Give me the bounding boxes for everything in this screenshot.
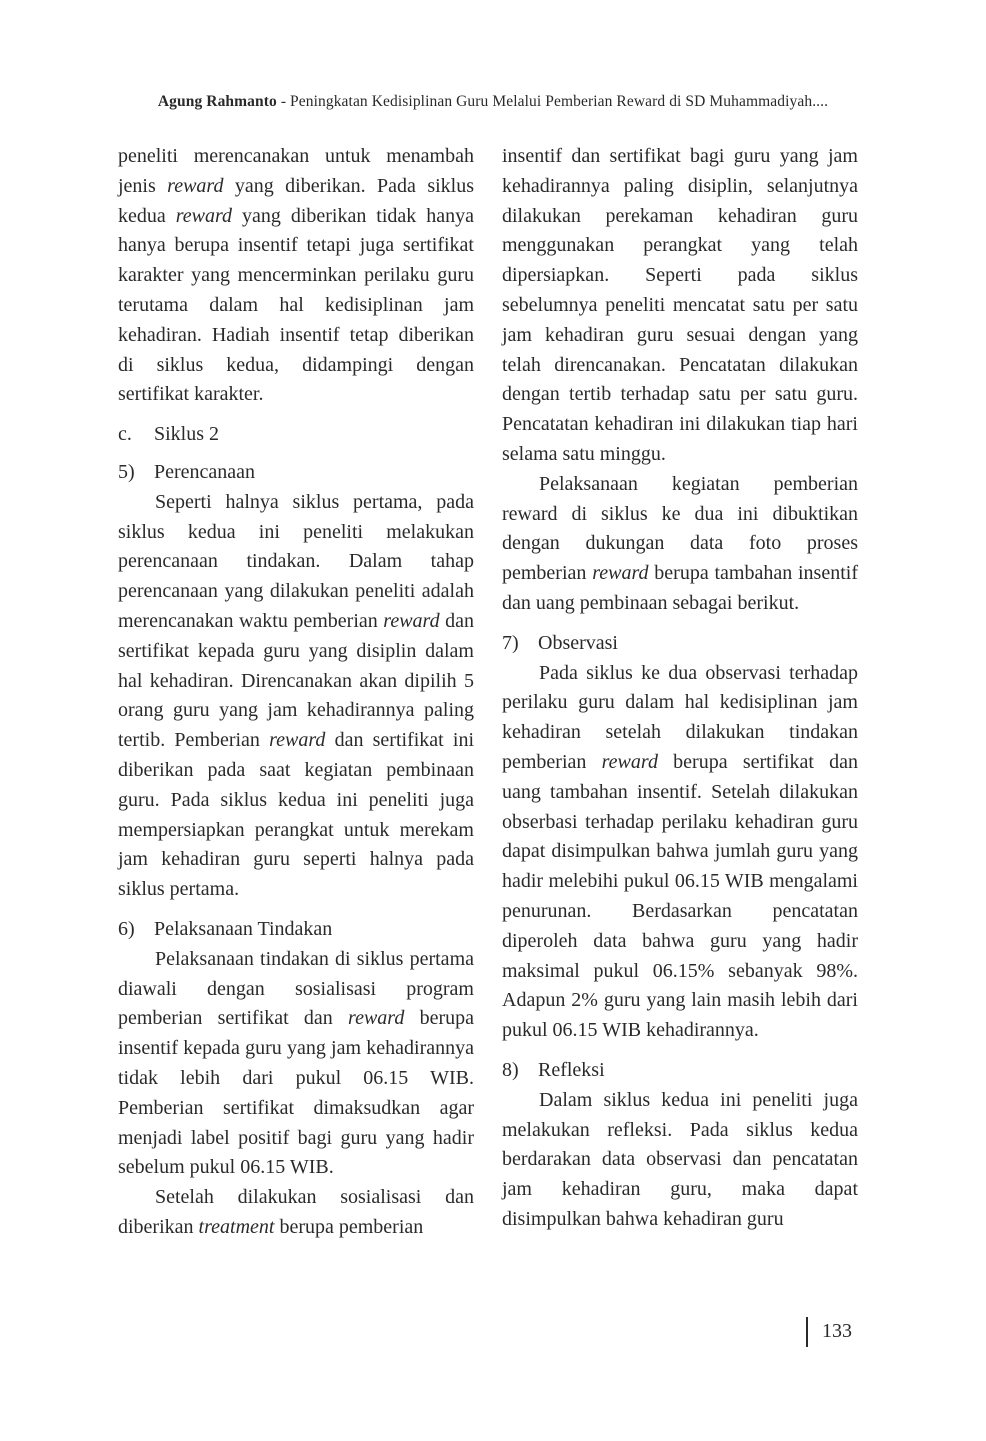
running-header: [0, 93, 986, 111]
text-run: yang diberikan tidak hanya hanya berupa insentif tetapi juga sertifikat karakter yang mencerminkan perilaku guru terutama dalam hal kedisiplinan jam kehadiran. Hadiah insentif tetap diberikan di siklus kedua, didampingi dengan sertifikat karakter.: [118, 204, 474, 406]
heading-number: c.: [118, 423, 132, 446]
section-heading-c: [118, 420, 474, 450]
header-title: - Peningkatan Kedisiplinan Guru Melalui Pemberian Reward di SD Muhammadiyah....: [276, 93, 829, 110]
text-run: yang diberikan. Pada siklus kedua: [118, 174, 474, 227]
paragraph: [502, 470, 858, 619]
paragraph: [118, 945, 474, 1183]
paragraph: Dalam siklus kedua ini peneliti juga melakukan refleksi. Pada siklus kedua berdarakan data observasi dan pencatatan jam kehadiran guru, maka dapat disimpulkan bahwa kehadiran guru: [502, 1088, 858, 1230]
text-run: berupa tambahan insentif dan uang pembinaan sebagai berikut.: [502, 562, 858, 614]
paragraph: [118, 142, 474, 410]
heading-text: Pelaksanaan Tindakan: [154, 917, 333, 940]
italic-term: reward: [269, 729, 326, 752]
italic-term: reward: [348, 1007, 405, 1030]
text-run: Pelaksanaan tindakan di siklus pertama diawali dengan sosialisasi program pemberian sertifikat dan: [118, 947, 474, 1030]
text-run: peneliti merencanakan untuk menambah jenis: [118, 145, 474, 197]
text-run: Pada siklus ke dua observasi terhadap perilaku guru dalam hal kedisiplinan jam kehadiran setelah dilakukan tindakan pemberian: [502, 661, 858, 773]
heading-number: 8): [502, 1058, 519, 1081]
text-run: berupa pemberian: [274, 1215, 424, 1238]
left-column: [118, 142, 474, 1253]
page-number: 133: [822, 1320, 852, 1342]
italic-term: reward: [175, 204, 233, 227]
italic-term: reward: [592, 562, 649, 585]
heading-text: Refleksi: [538, 1058, 605, 1081]
text-run: dan sertifikat ini diberikan pada saat kegiatan pembinaan guru. Pada siklus kedua ini peneliti juga mempersiapkan perangkat untuk merekam jam kehadiran guru seperti halnya pada siklus pertama.: [118, 729, 475, 901]
text-run: berupa insentif kepada guru yang jam kehadirannya tidak lebih dari pukul 06.15 WIB. Pemberian sertifikat dimaksudkan agar menjadi label positif bagi guru yang hadir sebelum pukul 06.15 WIB.: [118, 1007, 474, 1179]
paragraph: [118, 1183, 474, 1243]
italic-term: reward: [383, 609, 440, 632]
text-run: Pelaksanaan kegiatan pemberian reward di siklus ke dua ini dibuktikan dengan dukungan data foto proses pemberian: [502, 472, 858, 585]
text-run: berupa sertifikat dan uang tambahan insentif. Setelah dilakukan obserbasi terhadap perilaku kehadiran guru dapat disimpulkan bahwa jumlah guru yang hadir melebihi pukul 06.15 WIB mengalami penurunan. Berdasarkan pencatatan diperoleh data bahwa guru yang hadir maksimal pukul 06.15% sebanyak 98%. Adapun 2% guru yang lain masih lebih dari pukul 06.15 WIB kehadirannya.: [502, 750, 859, 1042]
right-column: [502, 142, 858, 1245]
italic-term: treatment: [198, 1215, 275, 1238]
heading-text: Observasi: [538, 631, 618, 654]
header-author: Agung Rahmanto: [157, 93, 277, 110]
heading-text: Perencanaan: [154, 460, 256, 483]
heading-number: 6): [118, 917, 135, 940]
heading-text: Siklus 2: [154, 423, 220, 446]
italic-term: reward: [167, 174, 224, 197]
heading-number: 7): [502, 631, 519, 654]
paragraph: [118, 488, 474, 905]
text-run: dan sertifikat kepada guru yang disiplin dalam hal kehadiran. Direncanakan akan dipilih 5 orang guru yang jam kehadirannya paling tertib. Pemberian: [118, 609, 474, 752]
text-run: Setelah dilakukan sosialisasi dan diberikan: [118, 1186, 474, 1238]
italic-term: reward: [601, 750, 658, 773]
paragraph: [502, 659, 858, 1046]
text-run: Seperti halnya siklus pertama, pada siklus kedua ini peneliti melakukan perencanaan tindakan. Dalam tahap perencanaan yang dilakukan peneliti adalah merencanakan waktu pemberian: [118, 490, 474, 632]
section-heading-7: [502, 629, 858, 659]
footer-divider: [806, 1317, 808, 1347]
section-heading-5: [118, 458, 474, 488]
paragraph: insentif dan sertifikat bagi guru yang jam kehadirannya paling disiplin, selanjutnya dilakukan perekaman kehadiran guru menggunakan perangkat yang telah dipersiapkan. Seperti pada siklus sebelumnya peneliti mencatat satu per satu jam kehadiran guru sesuai dengan yang telah direncanakan. Pencatatan dilakukan dengan tertib terhadap satu per satu guru. Pencatatan kehadiran ini dilakukan tiap hari selama satu minggu.: [502, 145, 858, 465]
section-heading-6: [118, 915, 474, 945]
section-heading-8: [502, 1056, 858, 1086]
heading-number: 5): [118, 460, 135, 483]
